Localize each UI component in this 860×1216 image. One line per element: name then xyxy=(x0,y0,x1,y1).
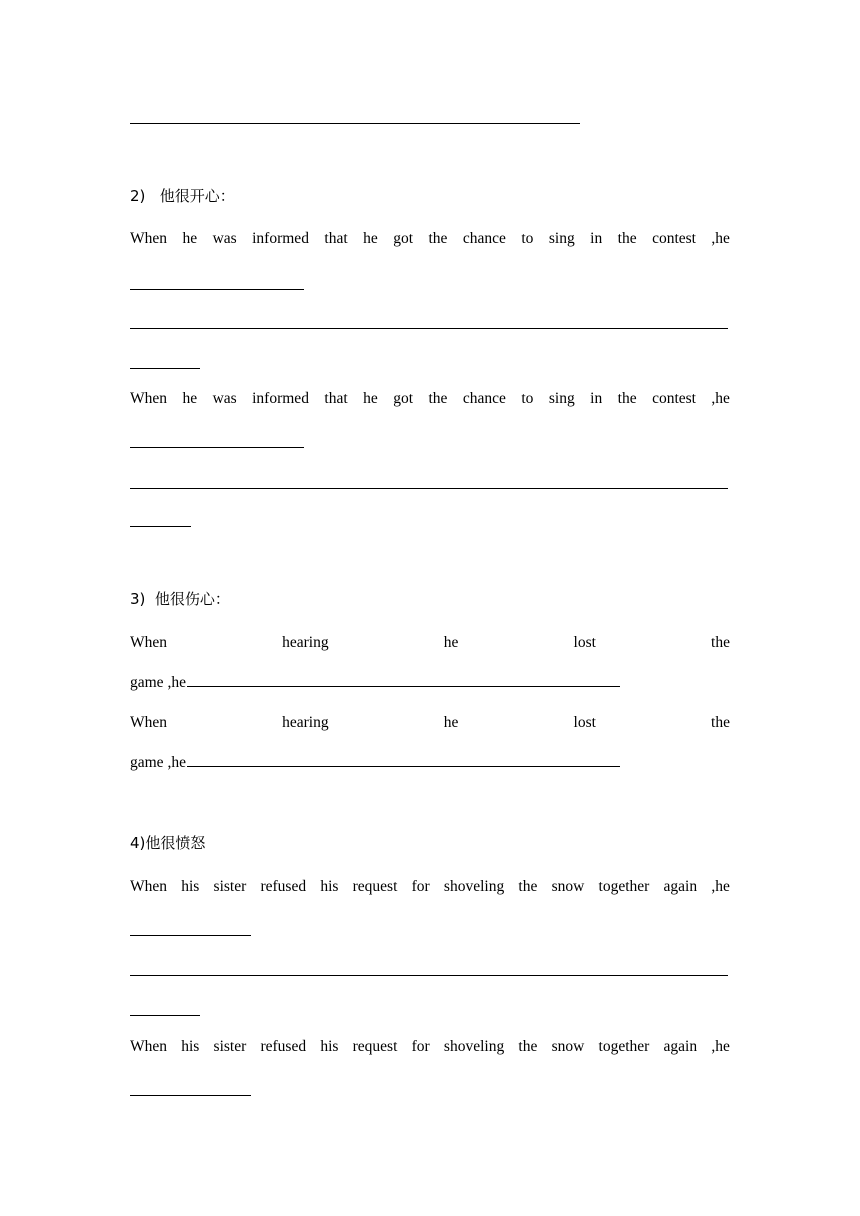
sentence-line xyxy=(130,1037,730,1057)
sentence-word: again xyxy=(663,878,698,895)
answer-line[interactable] xyxy=(130,447,304,448)
sentence-word: the xyxy=(617,230,637,247)
sentence-word: the xyxy=(428,230,448,247)
sentence-word: informed xyxy=(252,390,309,407)
sentence-word: he xyxy=(443,634,459,651)
sentence-word: he xyxy=(363,230,378,247)
sentence-word: in xyxy=(590,230,603,247)
sentence-word: again xyxy=(663,1038,698,1055)
sentence-word: When xyxy=(130,714,168,731)
sentence-word: together xyxy=(598,1038,650,1055)
sentence-word: refused xyxy=(260,1038,307,1055)
sentence-line xyxy=(130,229,730,249)
section-heading: 4)他很愤怒 xyxy=(130,834,206,852)
sentence-word: contest xyxy=(652,390,696,407)
sentence-word: that xyxy=(324,390,348,407)
sentence-word: he xyxy=(182,390,198,407)
sentence-word: snow xyxy=(551,878,585,895)
sentence-word: When xyxy=(130,230,168,247)
sentence-word: request xyxy=(352,878,398,895)
sentence-word: for xyxy=(411,878,430,895)
sentence-word: When xyxy=(130,878,168,895)
sentence-line xyxy=(130,389,730,409)
sentence-word: together xyxy=(598,878,650,895)
answer-line[interactable] xyxy=(187,766,620,767)
sentence-word: sing xyxy=(548,390,575,407)
sentence-word: When xyxy=(130,634,168,651)
continuation-text: game ,he xyxy=(130,674,186,691)
sentence-word: his xyxy=(181,1038,200,1055)
sentence-word: shoveling xyxy=(443,878,505,895)
sentence-word: that xyxy=(324,230,348,247)
sentence-line xyxy=(130,633,730,653)
sentence-word: lost xyxy=(573,634,596,651)
sentence-word: got xyxy=(393,390,414,407)
sentence-word: the xyxy=(428,390,448,407)
sentence-word: the xyxy=(711,714,730,731)
answer-line[interactable] xyxy=(130,1015,200,1016)
sentence-word: ,he xyxy=(711,1038,730,1055)
sentence-word: hearing xyxy=(282,634,329,651)
sentence-word: sister xyxy=(213,878,247,895)
sentence-word: for xyxy=(411,1038,430,1055)
sentence-word: got xyxy=(393,230,414,247)
sentence-word: refused xyxy=(260,878,307,895)
section-heading: 2) 他很开心： xyxy=(130,187,235,205)
sentence-word: request xyxy=(352,1038,398,1055)
answer-line[interactable] xyxy=(130,526,191,527)
sentence-word: contest xyxy=(652,230,696,247)
sentence-word: the xyxy=(518,878,538,895)
answer-line[interactable] xyxy=(130,488,728,489)
sentence-word: chance xyxy=(462,390,506,407)
sentence-word: the xyxy=(617,390,637,407)
sentence-word: his xyxy=(320,878,339,895)
sentence-continuation xyxy=(130,753,620,773)
sentence-word: ,he xyxy=(711,230,730,247)
sentence-word: snow xyxy=(551,1038,585,1055)
answer-line[interactable] xyxy=(187,686,620,687)
sentence-word: ,he xyxy=(711,878,730,895)
sentence-continuation xyxy=(130,673,620,693)
sentence-word: shoveling xyxy=(443,1038,505,1055)
answer-line[interactable] xyxy=(130,123,580,124)
answer-line[interactable] xyxy=(130,368,200,369)
sentence-word: the xyxy=(711,634,730,651)
sentence-word: was xyxy=(212,390,237,407)
sentence-word: to xyxy=(521,230,534,247)
sentence-word: When xyxy=(130,390,168,407)
sentence-word: informed xyxy=(252,230,309,247)
continuation-text: game ,he xyxy=(130,754,186,771)
sentence-word: When xyxy=(130,1038,168,1055)
sentence-word: he xyxy=(443,714,459,731)
sentence-word: to xyxy=(521,390,534,407)
sentence-word: he xyxy=(182,230,198,247)
answer-line[interactable] xyxy=(130,328,728,329)
sentence-word: chance xyxy=(462,230,506,247)
sentence-word: the xyxy=(518,1038,538,1055)
sentence-word: in xyxy=(590,390,603,407)
sentence-word: was xyxy=(212,230,237,247)
answer-line[interactable] xyxy=(130,935,251,936)
sentence-word: his xyxy=(181,878,200,895)
sentence-word: he xyxy=(363,390,378,407)
section-heading: 3) 他很伤心： xyxy=(130,590,230,608)
answer-line[interactable] xyxy=(130,975,728,976)
sentence-line xyxy=(130,877,730,897)
sentence-word: ,he xyxy=(711,390,730,407)
sentence-word: his xyxy=(320,1038,339,1055)
sentence-word: hearing xyxy=(282,714,329,731)
answer-line[interactable] xyxy=(130,289,304,290)
sentence-word: lost xyxy=(573,714,596,731)
sentence-word: sister xyxy=(213,1038,247,1055)
answer-line[interactable] xyxy=(130,1095,251,1096)
sentence-line xyxy=(130,713,730,733)
sentence-word: sing xyxy=(548,230,575,247)
